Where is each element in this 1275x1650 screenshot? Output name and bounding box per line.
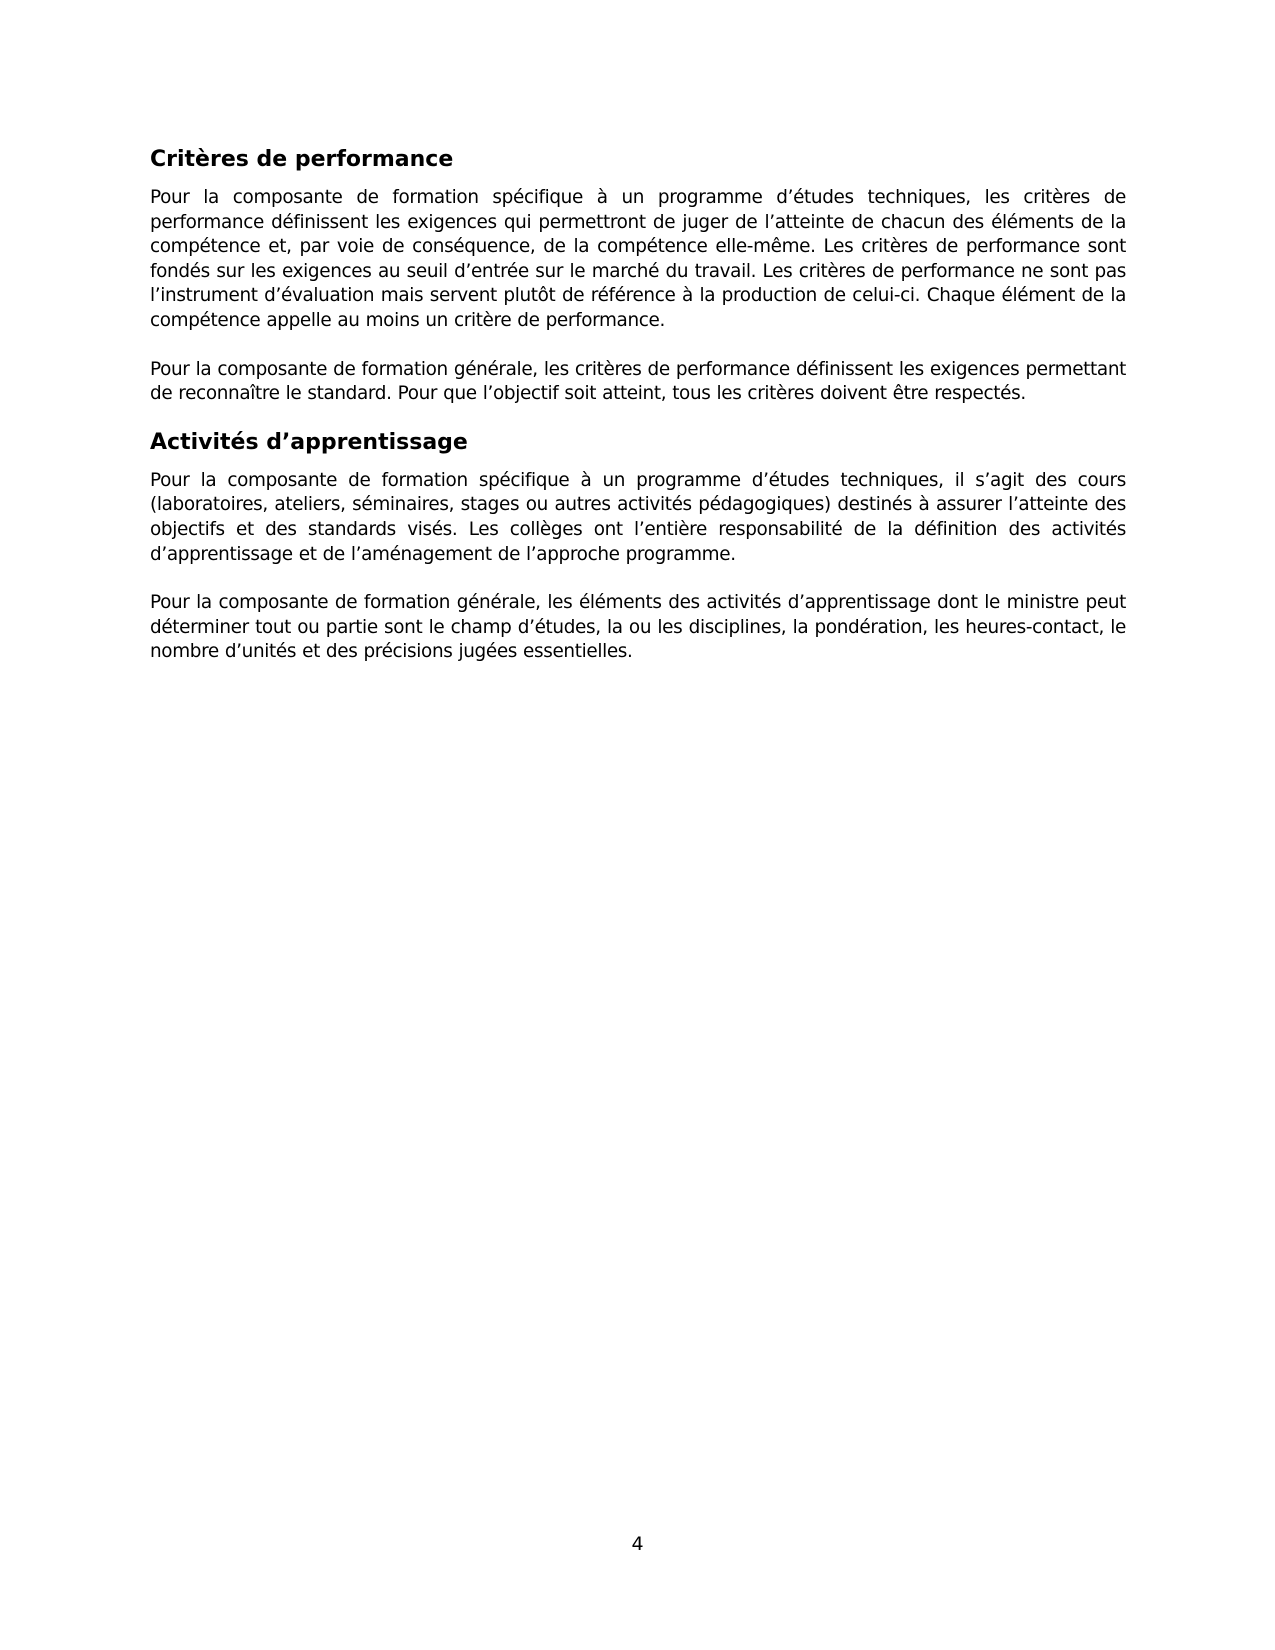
document-page <box>150 146 1126 665</box>
section-activites-d-apprentissage <box>150 429 1126 665</box>
paragraph: Pour la composante de formation générale, les éléments des activités d’apprentissage dont le ministre peut déterminer tout ou partie sont le champ d’études, la ou les disciplines, la pondération, les heures-contact, le nombre d’unités et des précisions jugées essentielles. <box>150 592 1126 663</box>
section-heading: Activités d’apprentissage <box>150 429 468 455</box>
section-criteres-de-performance <box>150 146 1126 407</box>
paragraph: Pour la composante de formation spécifique à un programme d’études techniques, il s’agit des cours (laboratoires, ateliers, séminaires, stages ou autres activités pédagogiques) destinés à assurer l’atteinte des objectifs et des standards visés. Les collèges ont l’entière responsabilité de la définition des activités d’apprentissage et de l’aménagement de l’approche programme. <box>150 469 1126 565</box>
paragraph: Pour la composante de formation spécifique à un programme d’études techniques, les critères de performance définissent les exigences qui permettront de juger de l’atteinte de chacun des éléments de la compétence et, par voie de conséquence, de la compétence elle-même. Les critères de performance sont fondés sur les exigences au seuil d’entrée sur le marché du travail. Les critères de performance ne sont pas l’instrument d’évaluation mais servent plutôt de référence à la production de celui-ci. Chaque élément de la compétence appelle au moins un critère de performance. <box>150 187 1126 331</box>
section-heading: Critères de performance <box>150 147 454 172</box>
paragraph: Pour la composante de formation générale, les critères de performance définissent les exigences permettant de reconnaître le standard. Pour que l’objectif soit atteint, tous les critères doivent être respectés. <box>150 358 1126 405</box>
page-number: 4 <box>631 1533 644 1555</box>
